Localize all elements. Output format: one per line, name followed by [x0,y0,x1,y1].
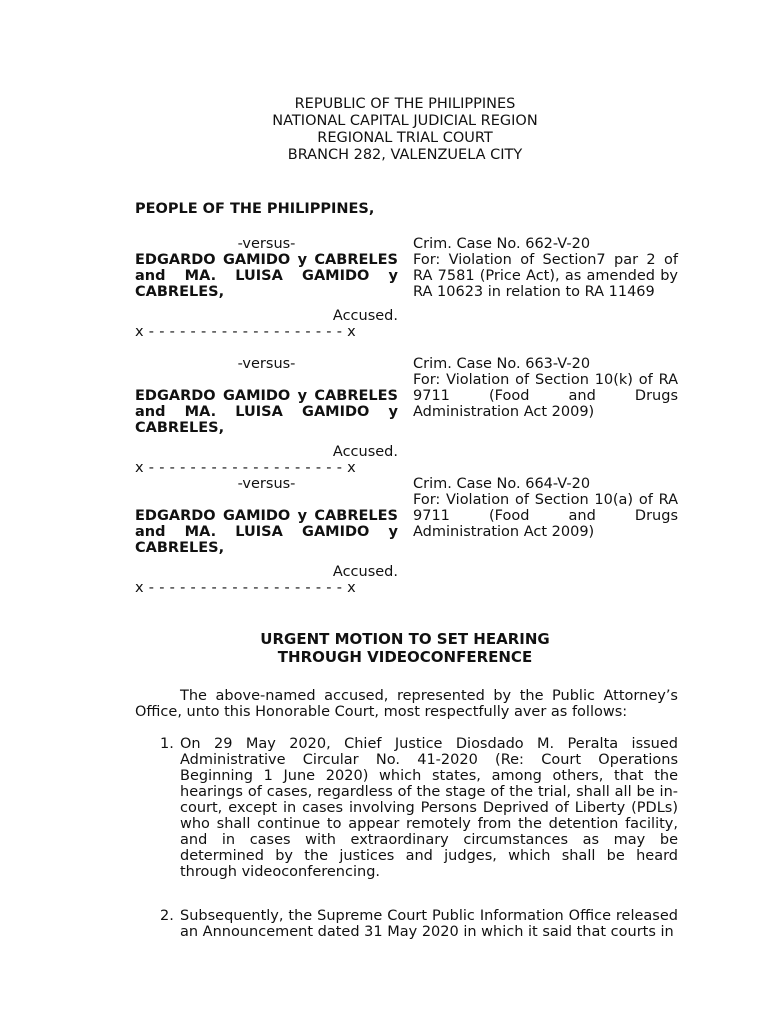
case-caption-left [135,236,398,340]
caption-separator: x - - - - - - - - - - - - - - - - - - - x [135,580,357,596]
versus-label: -versus- [237,356,296,372]
case-number: Crim. Case No. 662-V-20 [413,236,591,252]
item-number: 1. [160,736,174,752]
accused-names: EDGARDO GAMIDO y CABRELES and MA. LUISA GAMIDO y CABRELES, [135,252,398,300]
header-republic: REPUBLIC OF THE PHILIPPINES [294,96,516,112]
case-charge: For: Violation of Section7 par 2 of RA 7581 (Price Act), as amended by RA 10623 in relation to RA 11469 [413,252,678,300]
header-region: NATIONAL CAPITAL JUDICIAL REGION [272,113,538,129]
case-caption-left [135,476,398,596]
accused-names: EDGARDO GAMIDO y CABRELES and MA. LUISA GAMIDO y CABRELES, [135,388,398,436]
versus-label: -versus- [237,476,296,492]
accused-label: Accused. [332,308,398,324]
accused-names: EDGARDO GAMIDO y CABRELES and MA. LUISA GAMIDO y CABRELES, [135,508,398,556]
motion-title-line-1: URGENT MOTION TO SET HEARING [260,630,550,648]
caption-separator: x - - - - - - - - - - - - - - - - - - - x [135,460,357,476]
case-charge: For: Violation of Section 10(a) of RA 9711 (Food and Drugs Administration Act 2009) [413,492,678,540]
case-details-right [413,476,678,540]
motion-title [0,630,768,666]
accused-label: Accused. [332,564,398,580]
case-caption-left [135,356,398,476]
header-court: REGIONAL TRIAL COURT [317,130,493,146]
item-number: 2. [160,908,174,924]
case-details-right [413,236,678,300]
court-header [0,96,768,164]
caption-separator: x - - - - - - - - - - - - - - - - - - - x [135,324,357,340]
plaintiff-name: PEOPLE OF THE PHILIPPINES, [135,201,375,217]
item-text: Subsequently, the Supreme Court Public Information Office released an Announcement dated 31 May 2020 in which it said that courts in [180,908,678,940]
accused-label: Accused. [332,444,398,460]
header-branch: BRANCH 282, VALENZUELA CITY [287,147,523,163]
case-number: Crim. Case No. 664-V-20 [413,476,591,492]
case-charge: For: Violation of Section 10(k) of RA 9711 (Food and Drugs Administration Act 2009) [413,372,678,420]
motion-title-line-2: THROUGH VIDEOCONFERENCE [277,648,533,666]
case-details-right [413,356,678,420]
intro-paragraph: The above-named accused, represented by the Public Attorney’s Office, unto this Honorable Court, most respectfully aver as follows: [135,688,678,720]
item-text: On 29 May 2020, Chief Justice Diosdado M. Peralta issued Administrative Circular No. 41-2020 (Re: Court Operations Beginning 1 June 2020) which states, among others, that the hearings of cases, regardless of the stage of the trial, shall all be in-court, except in cases involving Persons Deprived of Liberty (PDLs) who shall continue to appear remotely from the detention facility, and in cases with extraordinary circumstances as may be determined by the justices and judges, which shall be heard through videoconferencing. [180,736,678,880]
versus-label: -versus- [237,236,296,252]
case-number: Crim. Case No. 663-V-20 [413,356,591,372]
